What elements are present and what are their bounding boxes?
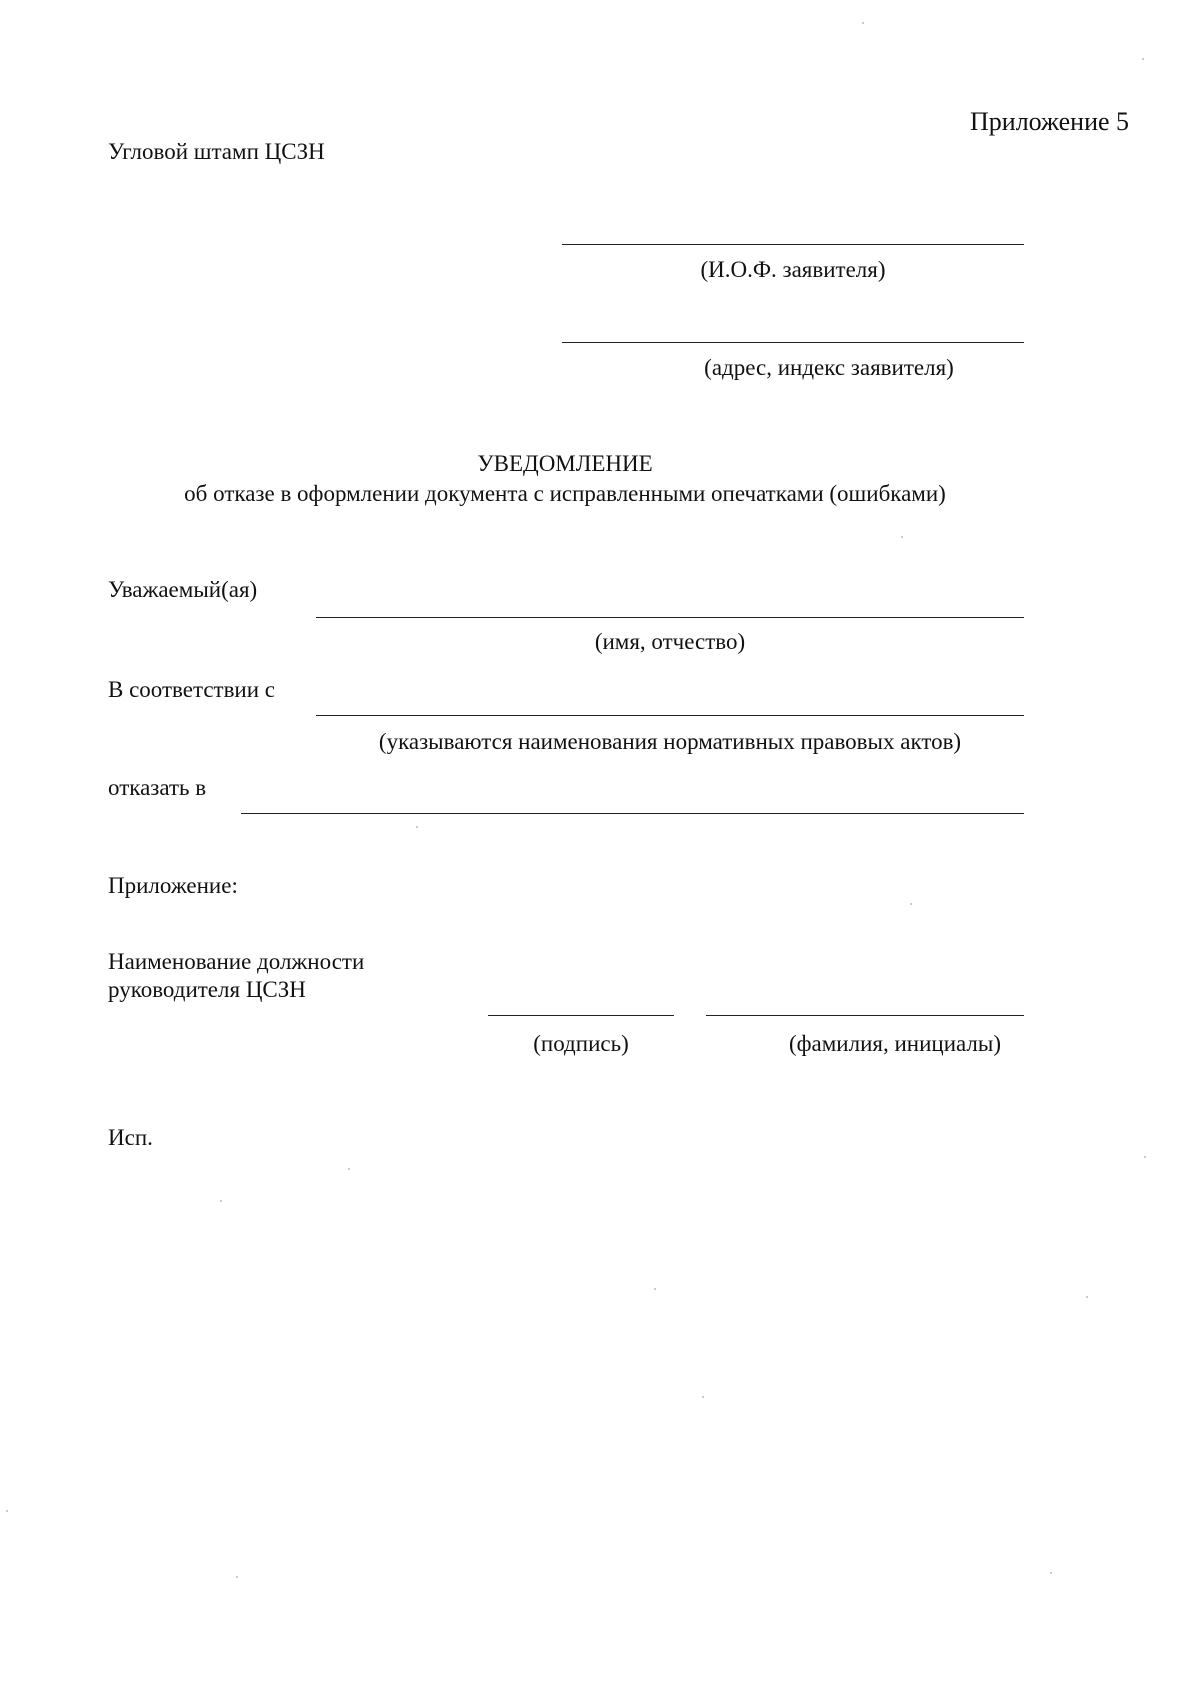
scan-speck xyxy=(6,1510,8,1512)
scan-speck xyxy=(862,22,864,24)
appendix-label: Приложение 5 xyxy=(970,107,1130,136)
position-title-line1: Наименование должности xyxy=(108,949,365,974)
full-name-line xyxy=(706,1015,1024,1016)
full-name-caption: (фамилия, инициалы) xyxy=(788,1031,1002,1056)
scan-speck xyxy=(416,826,418,828)
salutation-caption: (имя, отчество) xyxy=(594,629,746,654)
salutation-line xyxy=(316,617,1024,618)
applicant-name-line xyxy=(562,244,1024,245)
applicant-address-caption: (адрес, индекс заявителя) xyxy=(704,355,954,380)
corner-stamp-label: Угловой штамп ЦСЗН xyxy=(108,139,325,164)
document-subtitle: об отказе в оформлении документа с исправленными опечатками (ошибками) xyxy=(184,481,946,506)
accordance-label: В соответствии с xyxy=(108,677,276,702)
scan-speck xyxy=(702,1396,704,1398)
scan-speck xyxy=(654,1288,656,1290)
accordance-caption: (указываются наименования нормативных правовых актов) xyxy=(378,729,962,754)
document-title: УВЕДОМЛЕНИЕ xyxy=(477,451,653,476)
scan-speck xyxy=(1086,1296,1088,1298)
scan-speck xyxy=(1050,1572,1052,1574)
executor-label: Исп. xyxy=(108,1125,153,1150)
scan-speck xyxy=(236,1576,238,1578)
scan-speck xyxy=(1144,1156,1146,1158)
applicant-address-line xyxy=(562,342,1024,343)
salutation-label: Уважаемый(ая) xyxy=(108,577,258,602)
scan-speck xyxy=(348,1168,350,1170)
scan-speck xyxy=(901,536,903,538)
position-title-line2: руководителя ЦСЗН xyxy=(108,977,306,1002)
scan-speck xyxy=(220,1200,222,1202)
accordance-line xyxy=(316,715,1024,716)
signature-caption: (подпись) xyxy=(533,1031,629,1056)
applicant-name-caption: (И.О.Ф. заявителя) xyxy=(700,257,886,282)
refuse-label: отказать в xyxy=(108,775,207,800)
attachment-label: Приложение: xyxy=(108,873,238,898)
scan-speck xyxy=(1142,58,1144,60)
scan-speck xyxy=(910,903,912,905)
refuse-line xyxy=(241,813,1024,814)
signature-line xyxy=(488,1015,674,1016)
